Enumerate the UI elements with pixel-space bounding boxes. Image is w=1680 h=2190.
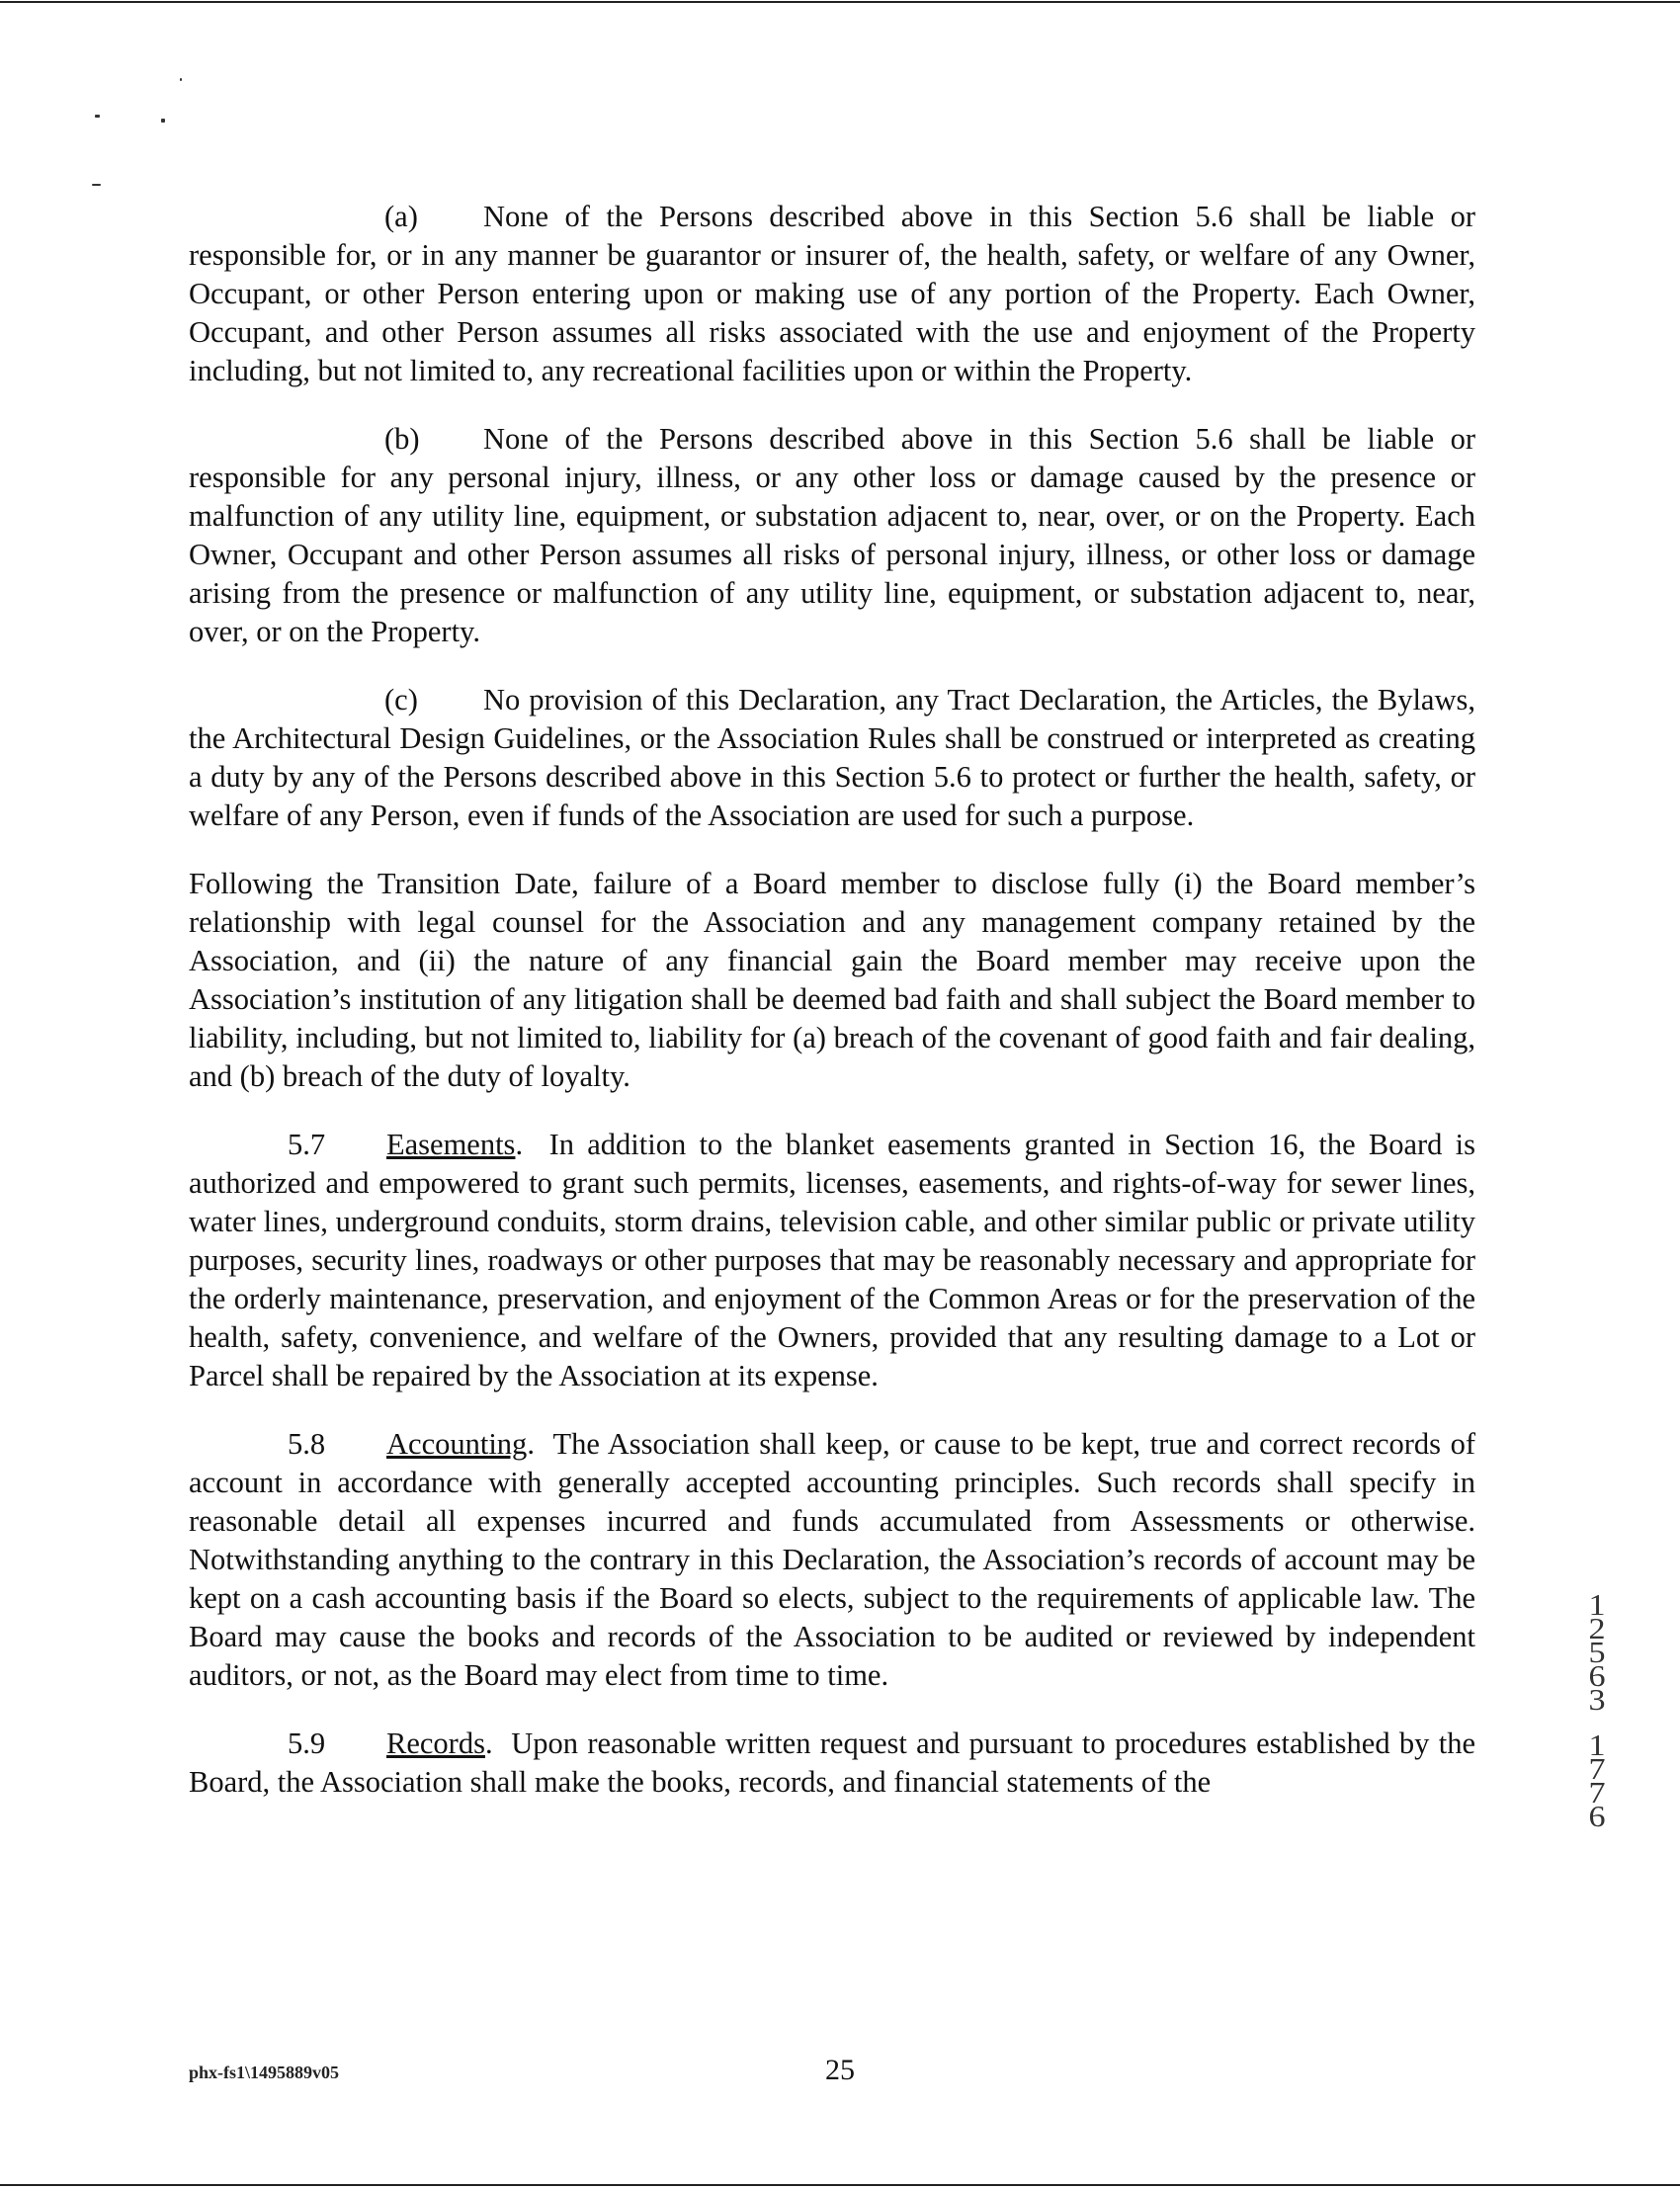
section-heading: Records	[386, 1727, 485, 1760]
paragraph-text: None of the Persons described above in this Section 5.6 shall be liable or responsible for any personal injury, illness, or any other loss or damage caused by the presence or malfunction of any utility line, equipment, or substation adjacent to, near, over, or on the Property. Each Owner, Occupant and other Person assumes all risks of personal injury, illness, or other loss or damage arising from the presence or malfunction of any utility line, equipment, or substation adjacent to, near, over, or on the Property.	[189, 422, 1475, 648]
footer-document-id: phx-fs1\1495889v05	[189, 2063, 340, 2082]
section-number: 5.7	[288, 1128, 326, 1161]
recording-stamp	[1584, 1587, 1610, 1850]
page-bottom-border	[0, 2184, 1680, 2186]
section-heading: Easements	[386, 1128, 516, 1161]
section-5-9: 5.9 Records. Upon reasonable written request and pursuant to procedures established by the Board, the Association shall make the books, records, and financial statements of the	[189, 1727, 1475, 1799]
section-heading: Accounting	[386, 1427, 528, 1461]
section-number: 5.8	[288, 1427, 326, 1461]
scan-speck	[92, 184, 101, 186]
paragraph-marker: (a)	[384, 200, 418, 233]
scan-speck	[161, 119, 165, 123]
scan-speck	[180, 78, 182, 81]
paragraph-b	[189, 420, 1475, 651]
transition-paragraph: Following the Transition Date, failure of a Board member to disclose fully (i) the Board member’s relationship with legal counsel for the Association and any management company retained by the Association, and (ii) the nature of any financial gain the Board member may receive upon the Association’s institution of any litigation shall be deemed bad faith and shall subject the Board member to liability, including, but not limited to, liability for (a) breach of the covenant of good faith and fair dealing, and (b) breach of the duty of loyalty.	[189, 867, 1475, 1093]
recording-stamp-line2: 1776	[1588, 1727, 1606, 1833]
paragraph-c	[189, 681, 1475, 835]
section-text: In addition to the blanket easements granted in Section 16, the Board is authorized and empowered to grant such permits, licenses, easements, and rights-of-way for sewer lines, water lines, underground conduits, storm drains, television cable, and other similar public or private utility purposes, security lines, roadways or other purposes that may be reasonably necessary and appropriate for the orderly maintenance, preservation, and enjoyment of the Common Areas or for the preservation of the health, safety, convenience, and welfare of the Owners, provided that any resulting damage to a Lot or Parcel shall be repaired by the Association at its expense.	[189, 1128, 1476, 1392]
page-top-border	[0, 1, 1680, 3]
section-number: 5.9	[288, 1727, 326, 1760]
paragraph-marker: (c)	[384, 683, 418, 716]
page-number: 25	[825, 2054, 855, 2086]
section-text: Upon reasonable written request and pursuant to procedures established by the Board, the Association shall make the books, records, and financial statements of the	[189, 1727, 1475, 1799]
section-text: The Association shall keep, or cause to be kept, true and correct records of account in accordance with generally accepted accounting principles. Such records shall specify in reasonable detail all expenses incurred and funds accumulated from Assessments or otherwise. Notwithstanding anything to the contrary in this Declaration, the Association’s records of account may be kept on a cash accounting basis if the Board so elects, subject to the requirements of applicable law. The Board may cause the books and records of the Association to be audited or reviewed by independent auditors, or not, as the Board may elect from time to time.	[189, 1427, 1475, 1692]
recording-stamp-line1: 12563	[1588, 1587, 1606, 1717]
paragraph-a	[189, 198, 1475, 390]
paragraph-text: None of the Persons described above in this Section 5.6 shall be liable or responsible for, or in any manner be guarantor or insurer of, the health, safety, or welfare of any Owner, Occupant, or other Person entering upon or making use of any portion of the Property. Each Owner, Occupant, and other Person assumes all risks associated with the use and enjoyment of the Property including, but not limited to, any recreational facilities upon or within the Property.	[189, 200, 1475, 387]
scan-speck	[95, 115, 100, 118]
section-5-8: 5.8 Accounting. The Association shall keep, or cause to be kept, true and correct records of account in accordance with generally accepted accounting principles. Such records shall specify in reasonable detail all expenses incurred and funds accumulated from Assessments or otherwise. Notwithstanding anything to the contrary in this Declaration, the Association’s records of account may be kept on a cash accounting basis if the Board so elects, subject to the requirements of applicable law. The Board may cause the books and records of the Association to be audited or reviewed by independent auditors, or not, as the Board may elect from time to time.	[189, 1427, 1475, 1692]
paragraph-text: No provision of this Declaration, any Tract Declaration, the Articles, the Bylaws, the Architectural Design Guidelines, or the Association Rules shall be construed or interpreted as creating a duty by any of the Persons described above in this Section 5.6 to protect or further the health, safety, or welfare of any Person, even if funds of the Association are used for such a purpose.	[189, 683, 1475, 832]
document-body	[189, 198, 1475, 1831]
paragraph-marker: (b)	[384, 422, 420, 456]
section-5-7: 5.7 Easements. In addition to the blanket easements granted in Section 16, the Board is authorized and empowered to grant such permits, licenses, easements, and rights-of-way for sewer lines, water lines, underground conduits, storm drains, television cable, and other similar public or private utility purposes, security lines, roadways or other purposes that may be reasonably necessary and appropriate for the orderly maintenance, preservation, and enjoyment of the Common Areas or for the preservation of the health, safety, convenience, and welfare of the Owners, provided that any resulting damage to a Lot or Parcel shall be repaired by the Association at its expense.	[189, 1128, 1476, 1392]
